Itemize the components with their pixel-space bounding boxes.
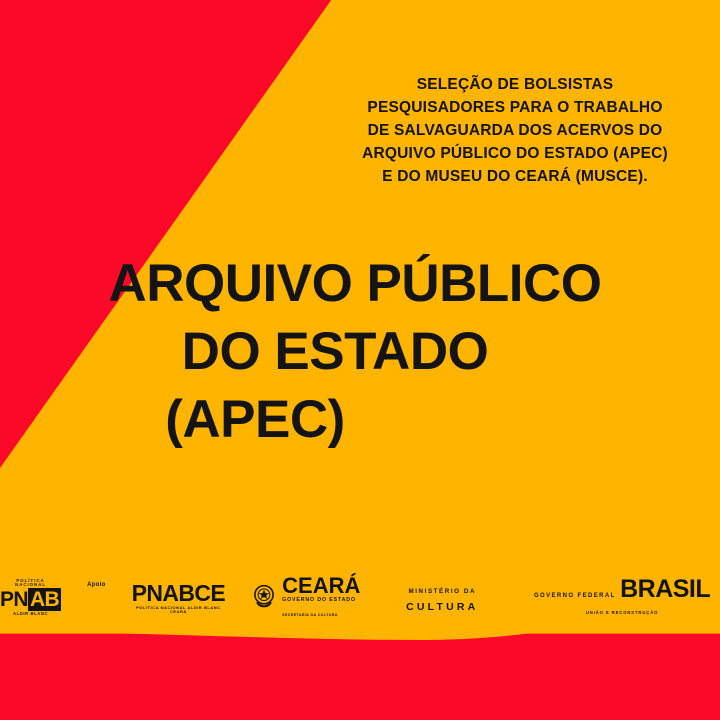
logo-pnabce-pnab: PNAB [131, 579, 195, 606]
page-title-line-2: DO ESTADO [181, 321, 489, 381]
logo-pnabce-sub: POLÍTICA NACIONAL ALDIR BLANC CEARÁ [136, 604, 221, 615]
logo-pnab-sup: POLÍTICA NACIONAL [15, 577, 47, 588]
logo-bar [0, 560, 720, 635]
logo-pnabce [132, 581, 226, 614]
headline-block [340, 74, 690, 189]
headline-line-3: DE SALVAGUARDA DOS ACERVOS DO [367, 121, 663, 139]
logo-pnab-ab: AB [29, 587, 60, 611]
logo-apoio-label [87, 574, 106, 591]
logo-governo-line-1: GOVERNO FEDERAL [533, 592, 616, 599]
logo-governo-line-3: UNIÃO E RECONSTRUÇÃO [585, 610, 659, 616]
logo-pnab-sub: ALDIR BLANC [12, 610, 49, 616]
page-title-line-3: (APEC) [165, 389, 345, 449]
logo-pnabce-ce: CE [194, 579, 226, 606]
logo-ceara-wordmark: CEARÁ [282, 573, 361, 599]
logo-pnabce-wordmark [132, 581, 226, 605]
logo-ministerio-cultura [386, 581, 498, 615]
logo-governo-federal [524, 576, 720, 619]
page-title [40, 250, 680, 453]
logo-ceara-text [282, 574, 360, 620]
logo-ceara [251, 574, 360, 620]
logo-ceara-sub2: SECRETARIA DA CULTURA [282, 612, 338, 617]
logo-ministerio-line-2: CULTURA [406, 600, 479, 613]
headline-line-1: SELEÇÃO DE BOLSISTAS [416, 76, 614, 93]
coat-of-arms-icon [251, 583, 277, 613]
logo-pnab-wordmark [0, 589, 61, 611]
headline-line-4: ARQUIVO PÚBLICO DO ESTADO (APEC) [362, 144, 668, 162]
logo-governo-brasil: BRASIL [620, 574, 711, 603]
logo-ceara-sub: GOVERNO DO ESTADO [282, 597, 356, 604]
logo-pnab-pn: PN [0, 587, 28, 611]
headline-line-2: PESQUISADORES PARA O TRABALHO [367, 98, 663, 116]
page-title-line-1: ARQUIVO PÚBLICO [108, 254, 602, 313]
apoio-text: Apoio [87, 582, 106, 588]
logo-pnab [0, 579, 61, 616]
logo-ministerio-line-1: MINISTÉRIO DA [408, 587, 477, 595]
headline-line-5: E DO MUSEU DO CEARÁ (MUSCE). [382, 167, 648, 185]
